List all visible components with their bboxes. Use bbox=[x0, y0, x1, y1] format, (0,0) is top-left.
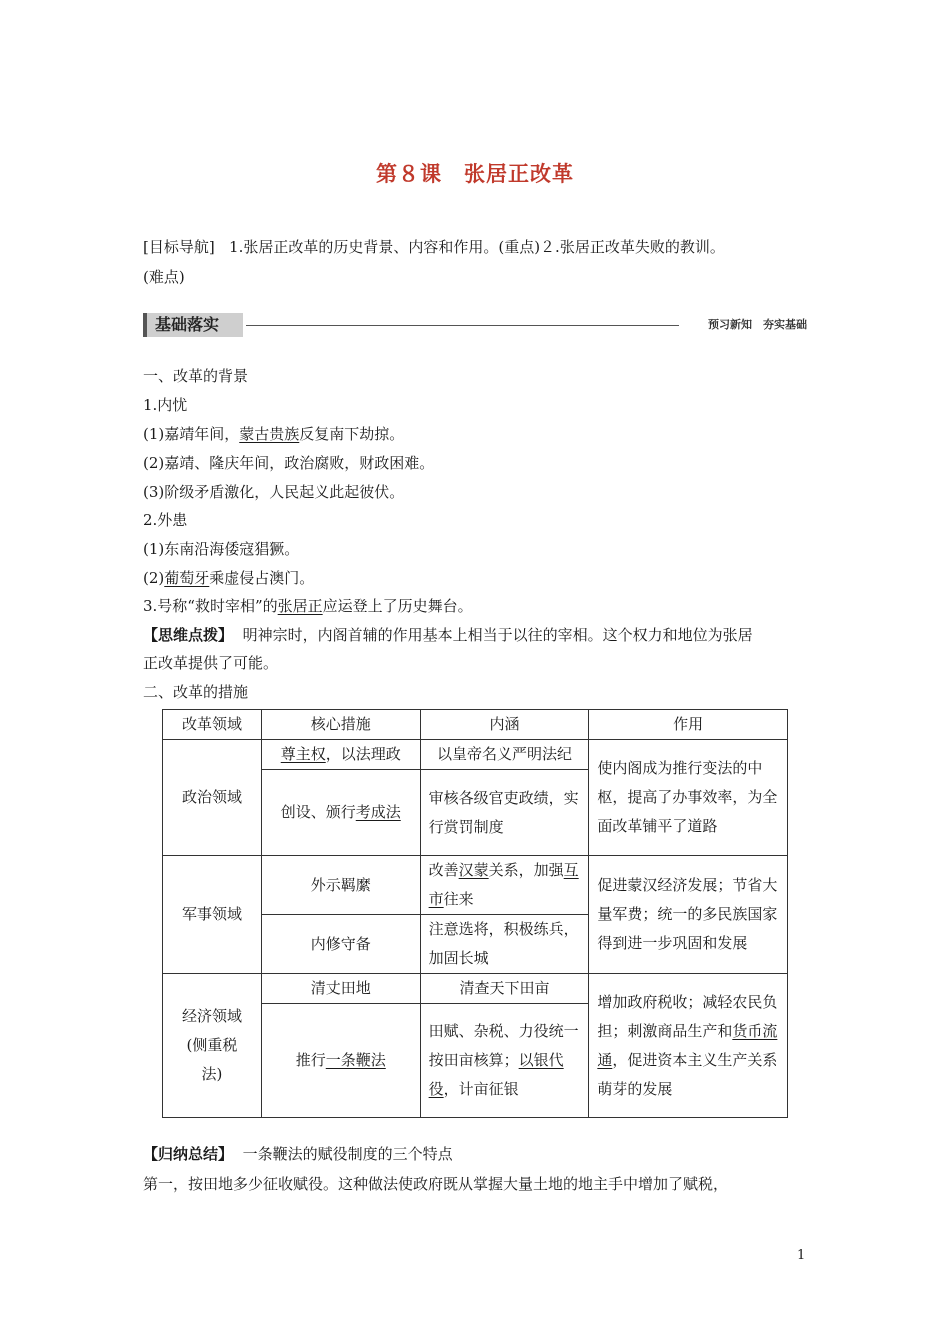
page-number: 1 bbox=[797, 1248, 806, 1263]
section-tag: 基础落实 bbox=[143, 313, 243, 337]
measure-cell: 清丈田地 bbox=[261, 974, 420, 1004]
goal-text-cont: (难点) bbox=[143, 268, 185, 286]
summary-tag: 【归纳总结】 bbox=[143, 1145, 234, 1163]
measure-cell: 尊主权，以法理政 bbox=[261, 740, 420, 770]
header-domain: 改革领域 bbox=[163, 710, 262, 740]
background-item-3: 3.号称“救时宰相”的张居正应运登上了历史舞台。 bbox=[143, 597, 473, 615]
content-cell: 改善汉蒙关系，加强互市往来 bbox=[420, 856, 589, 915]
section-subtitle: 预习新知 夯实基础 bbox=[708, 318, 807, 331]
table-row bbox=[163, 740, 788, 770]
summary-first: 第一，按田地多少征收赋役。这种做法使政府既从掌握大量土地的地主手中增加了赋税， bbox=[143, 1175, 729, 1193]
lesson-name: 张居正改革 bbox=[464, 162, 574, 186]
underlined-term: 张居正 bbox=[277, 597, 323, 615]
heading-background: 一、改革的背景 bbox=[143, 367, 249, 385]
underlined-term: 葡萄牙 bbox=[164, 569, 210, 587]
underlined-term: 蒙古贵族 bbox=[239, 425, 300, 443]
content-cell: 以皇帝名义严明法纪 bbox=[420, 740, 589, 770]
table-row bbox=[163, 974, 788, 1004]
internal-item-3: (3)阶级矛盾激化，人民起义此起彼伏。 bbox=[143, 483, 405, 501]
section-bar bbox=[143, 311, 807, 339]
content-cell: 清查天下田亩 bbox=[420, 974, 589, 1004]
table-row bbox=[163, 856, 788, 915]
external-item-1: (1)东南沿海倭寇猖獗。 bbox=[143, 540, 300, 558]
measure-cell: 创设、颁行考成法 bbox=[261, 770, 420, 856]
heading-internal: 1.内忧 bbox=[143, 396, 188, 414]
content-cell: 审核各级官吏政绩，实行赏罚制度 bbox=[420, 770, 589, 856]
heading-external: 2.外患 bbox=[143, 511, 188, 529]
learning-goals bbox=[143, 232, 807, 292]
table-header-row bbox=[163, 710, 788, 740]
content-cell: 田赋、杂税、力役统一按田亩核算；以银代役，计亩征银 bbox=[420, 1004, 589, 1118]
goal-text: 1.张居正改革的历史背景、内容和作用。(重点)２.张居正改革失败的教训。 bbox=[229, 238, 725, 256]
header-measure: 核心措施 bbox=[261, 710, 420, 740]
thinking-tip: 【思维点拨】 明神宗时，内阁首辅的作用基本上相当于以往的宰相。这个权力和地位为张居 bbox=[143, 626, 753, 644]
section-divider bbox=[246, 325, 679, 326]
effect-military: 促进蒙汉经济发展；节省大量军费；统一的多民族国家得到进一步巩固和发展 bbox=[589, 856, 788, 974]
effect-political: 使内阁成为推行变法的中枢，提高了办事效率，为全面改革铺平了道路 bbox=[589, 740, 788, 856]
domain-economic: 经济领域 (侧重税法) bbox=[163, 974, 262, 1118]
page-title bbox=[0, 158, 950, 188]
header-content: 内涵 bbox=[420, 710, 589, 740]
heading-measures: 二、改革的措施 bbox=[143, 683, 249, 701]
lesson-number: 第８课 bbox=[376, 162, 442, 186]
external-item-2: (2)葡萄牙乘虚侵占澳门。 bbox=[143, 569, 315, 587]
measure-cell: 推行一条鞭法 bbox=[261, 1004, 420, 1118]
measure-cell: 外示羁縻 bbox=[261, 856, 420, 915]
domain-military: 军事领域 bbox=[163, 856, 262, 974]
measure-cell: 内修守备 bbox=[261, 915, 420, 974]
reform-table bbox=[162, 709, 788, 1118]
header-effect: 作用 bbox=[589, 710, 788, 740]
content-cell: 注意选将，积极练兵，加固长城 bbox=[420, 915, 589, 974]
tip-tag: 【思维点拨】 bbox=[143, 626, 234, 644]
domain-political: 政治领域 bbox=[163, 740, 262, 856]
goal-tag: [目标导航] bbox=[143, 238, 215, 256]
thinking-tip-cont: 正改革提供了可能。 bbox=[143, 654, 279, 672]
internal-item-1: (1)嘉靖年间，蒙古贵族反复南下劫掠。 bbox=[143, 425, 405, 443]
internal-item-2: (2)嘉靖、隆庆年间，政治腐败，财政困难。 bbox=[143, 454, 435, 472]
summary-heading: 【归纳总结】 一条鞭法的赋役制度的三个特点 bbox=[143, 1145, 453, 1163]
effect-economic: 增加政府税收；减轻农民负担；刺激商品生产和货币流通，促进资本主义生产关系萌芽的发展 bbox=[589, 974, 788, 1118]
